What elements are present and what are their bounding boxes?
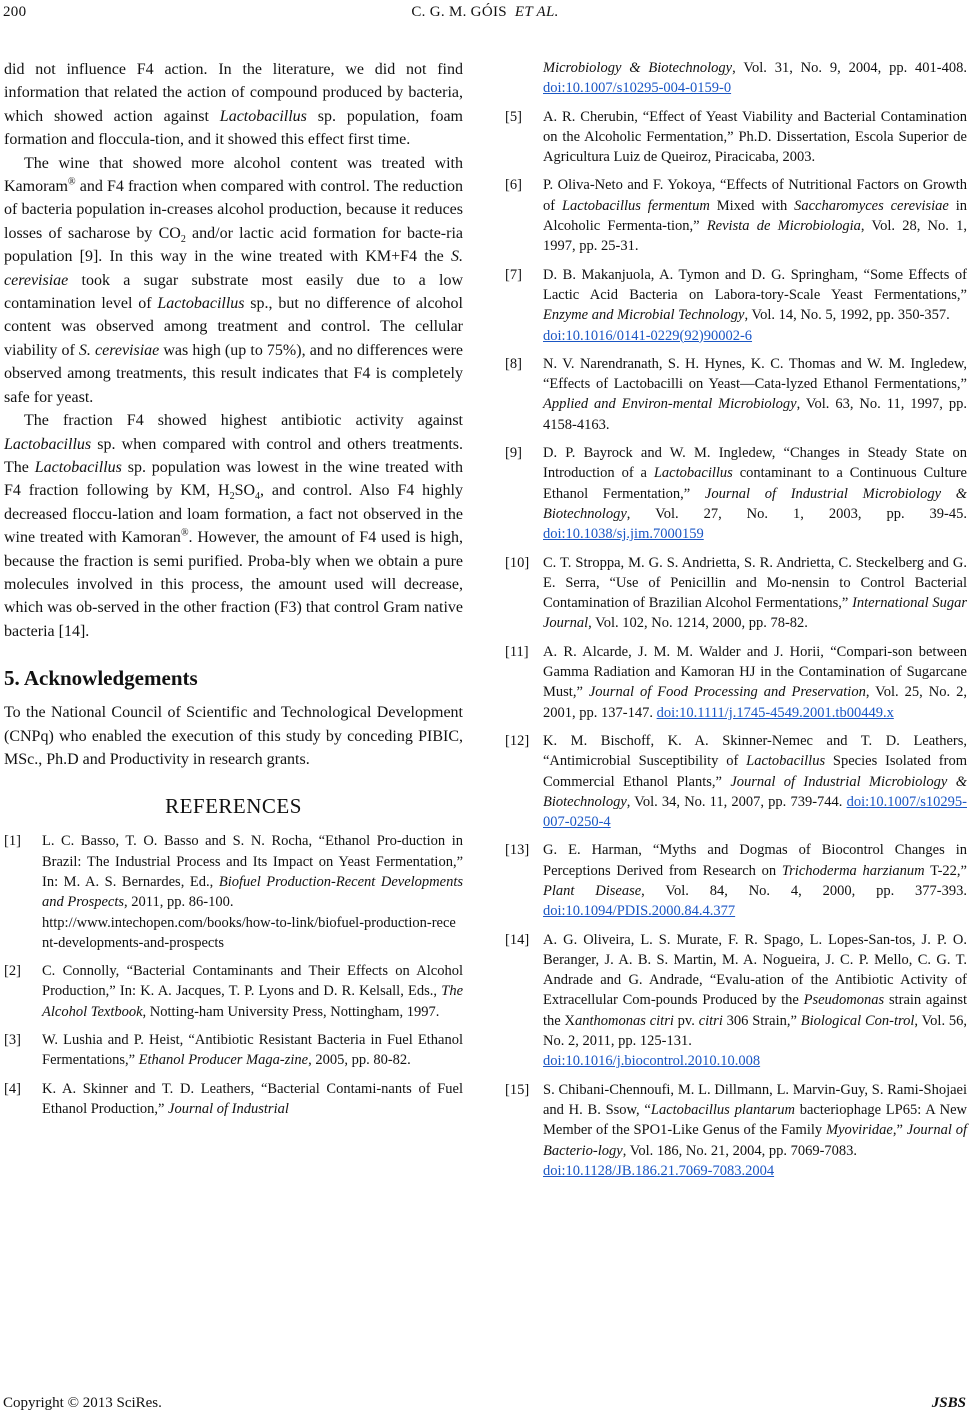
reference-7-doi-link[interactable]: doi:10.1016/0141-0229(92)90002-6 xyxy=(543,327,753,344)
running-head-authors: C. G. M. GÓIS xyxy=(411,4,507,20)
reference-5: [5] A. R. Cherubin, “Effect of Yeast Viability and Bacterial Contamination on the Alcoholic Fermentation,” Ph.D. Dissertation, Escola Superior de Agricultura Luiz de Queiroz, Piracicaba, 2003. xyxy=(505,108,967,166)
reference-9-doi-link[interactable]: doi:10.1038/sj.jim.7000159 xyxy=(543,526,704,543)
running-head xyxy=(0,4,970,21)
reference-4-doi-link[interactable]: doi:10.1007/s10295-004-0159-0 xyxy=(543,80,732,97)
reference-11-doi-link[interactable]: doi:10.1111/j.1745-4549.2001.tb00449.x xyxy=(656,704,894,721)
reference-14: [14] A. G. Oliveira, L. S. Murate, F. R. Spago, L. Lopes-San-tos, J. P. O. Beranger, J. A. B. S. Martin, M. A. Nogueira, J. C. P. Mello, C. G. T. Andrade and G. Andrade, “Evalu-ation of the Antibiotic Activity of Extracellular Com-pounds Produced by the Pseudomonas strain against the Xanthomonas citri pv. citri 306 Strain,” Biological Con-trol, Vol. 56, No. 2, 2011, pp. 125-131. doi:10.1016/j.biocontrol.2010.10.008 xyxy=(505,931,968,1070)
reference-12: [12] K. M. Bischoff, K. A. Skinner-Nemec and T. D. Leathers, “Antimicrobial Susceptibility of Lactobacillus Species Isolated from Commercial Ethanol Plants,” Journal of Industrial Microbiology & Biotechnology, Vol. 34, No. 11, 2007, pp. 739-744. doi:10.1007/s10295-007-0250-4 xyxy=(505,732,967,831)
reference-8: [8] N. V. Narendranath, S. H. Hynes, K. C. Thomas and W. M. Ingledew, “Effects of Lactobacilli on Yeast—Cata-lyzed Ethanol Fermentations,” Applied and Environ-mental Microbiology, Vol. 63, No. 11, 1997, pp. 4158-4163. xyxy=(505,355,967,433)
reference-2: [2] C. Connolly, “Bacterial Contaminants and Their Effects on Alcohol Production,” In: K. A. Jacques, T. P. Lyons and D. R. Kelsall, Eds., The Alcohol Textbook, Notting-ham University Press, Nottingham, 1997. xyxy=(4,963,463,1020)
reference-13: [13] G. E. Harman, “Myths and Dogmas of Biocontrol Changes in Perceptions Derived from Research on Trichoderma harzianum T-22,” Plant Disease, Vol. 84, No. 4, 2000, pp. 377-393. doi:10.1094/PDIS.2000.84.4.377 xyxy=(505,842,967,920)
reference-1-url: http://www.intechopen.com/books/how-to-link/biofuel-production-recent-developments-and-prospects xyxy=(42,914,456,951)
journal-abbrev: JSBS xyxy=(931,1395,966,1411)
page-footer xyxy=(0,1393,970,1415)
reference-12-doi-link[interactable]: doi:10.1007/s10295-007-0250-4 xyxy=(543,793,967,831)
left-column xyxy=(4,58,463,1127)
page-number: 200 xyxy=(3,4,27,20)
acknowledgements-heading: 5. Acknowledgements xyxy=(4,666,198,691)
reference-4: [4] K. A. Skinner and T. D. Leathers, “Bacterial Contami-nants of Fuel Ethanol Production,” Journal of Industrial xyxy=(4,1080,463,1117)
reference-4-continued: Microbiology & Biotechnology, Vol. 31, No. 9, 2004, pp. 401-408. doi:10.1007/s10295-004-0159-0 xyxy=(543,60,967,97)
body-paragraph-3: The fraction F4 showed highest antibiotic activity against Lactobacillus sp. when compared with control and others treatments. The Lactobacillus sp. population was lowest in the wine treated with F4 fraction following by KM, $H_2SO_4$, and control. Also F4 highly decreased floccu-lation and loam formation, a fact not observed in the wine treated with Kamoran®. However, the amount of F4 used is high, because the fraction is semi purified. Proba-bly when we obtain a pure molecules involved in this process, the amount used will decrease, which was ob-served in the other fraction (F3) that control Gram native bacteria [14]. xyxy=(4,412,464,640)
reference-15-doi-link[interactable]: doi:10.1128/JB.186.21.7069-7083.2004 xyxy=(543,1162,775,1179)
body-paragraph-2: The wine that showed more alcohol content was treated with Kamoram® and F4 fraction when compared with control. The reduction of bacteria population in-creases alcohol production, because it reduces losses of sacharose by $CO_2$ and/or lactic acid formation for bacte-ria population [9]. In this way in the wine treated with KM+F4 the S. cerevisiae took a sugar substrate most easily due to a low contamination level of Lactobacillus sp., but no difference of alcohol content was observed among treatment and control. The cellular viability of S. cerevisiae was high (up to 75%), and no differences were observed among treatments, this result indicates that F4 is completely safe for yeast. xyxy=(4,154,464,406)
body-paragraph-1: did not influence F4 action. In the literature, we did not find information that related the action of compound produced by bacteria, which showed action against Lactobacillus sp. population, foam formation and floccula-tion, and it showed this effect first time. xyxy=(4,61,463,149)
reference-7: [7] D. B. Makanjuola, A. Tymon and D. G. Springham, “Some Effects of Lactic Acid Bacteria on Labora-tory-Scale Yeast Fermentations,” Enzyme and Microbial Technology, Vol. 14, No. 5, 1992, pp. 350-357. doi:10.1016/0141-0229(92)90002-6 xyxy=(505,266,967,344)
reference-6: [6] P. Oliva-Neto and F. Yokoya, “Effects of Nutritional Factors on Growth of Lactobacillus fermentum Mixed with Saccharomyces cerevisiae in Alcoholic Fermenta-tion,” Revista de Microbiologia, Vol. 28, No. 1, 1997, pp. 25-31. xyxy=(505,177,967,255)
reference-1: [1] L. C. Basso, T. O. Basso and S. N. Rocha, “Ethanol Pro-duction in Brazil: The Industrial Process and Its Impact on Yeast Fermentation,” In: M. A. S. Bernardes, Ed., Biofuel Production-Recent Developments and Prospects, 2011, pp. 86-100. http://www.intechopen.com/books/how-to-link/biofuel-production-recent-developments-and-prospects xyxy=(4,831,463,953)
reference-13-doi-link[interactable]: doi:10.1094/PDIS.2000.84.4.377 xyxy=(543,903,736,920)
running-head-et-al: ET AL. xyxy=(514,4,559,20)
copyright-notice: Copyright © 2013 SciRes. xyxy=(3,1395,162,1411)
right-column xyxy=(505,58,967,1189)
reference-15: [15] S. Chibani-Chennoufi, M. L. Dillmann, L. Marvin-Guy, S. Rami-Shojaei and H. B. Ssow, “Lactobacillus plantarum bacteriophage LP65: A New Member of the SPO1-Like Genus of the Family Myoviridae,” Journal of Bacterio-logy, Vol. 186, No. 21, 2004, pp. 7069-7083. doi:10.1128/JB.186.21.7069-7083.2004 xyxy=(505,1081,968,1179)
reference-10: [10] C. T. Stroppa, M. G. S. Andrietta, S. R. Andrietta, C. Steckelberg and G. E. Serra, “Use of Penicillin and Mo-nensin to Control Bacterial Contamination of Brazilian Alcohol Fermentations,” International Sugar Journal, Vol. 102, No. 1214, 2000, pp. 78-82. xyxy=(505,554,967,632)
acknowledgements-text: To the National Council of Scientific and Technological Development (CNPq) who enabled the execution of this study by conceding PIBIC, MSc., Ph.D and Productivity in research grants. xyxy=(4,704,463,768)
reference-3: [3] W. Lushia and P. Heist, “Antibiotic Resistant Bacteria in Fuel Ethanol Fermentations,” Ethanol Producer Maga-zine, 2005, pp. 80-82. xyxy=(4,1032,463,1069)
references-heading: REFERENCES xyxy=(165,794,302,819)
page-header xyxy=(0,2,970,28)
reference-11: [11] A. R. Alcarde, J. M. M. Walder and J. Horii, “Compari-son between Gamma Radiation and Kamoran HJ in the Contamination of Sugarcane Must,” Journal of Food Processing and Preservation, Vol. 25, No. 2, 2001, pp. 137-147. doi:10.1111/j.1745-4549.2001.tb00449.x xyxy=(505,643,967,721)
reference-9: [9] D. P. Bayrock and W. M. Ingledew, “Changes in Steady State on Introduction of a Lactobacillus contaminant to a Continuous Culture Ethanol Fermentation,” Journal of Industrial Microbiology & Biotechnology, Vol. 27, No. 1, 2003, pp. 39-45. doi:10.1038/sj.jim.7000159 xyxy=(505,445,967,543)
reference-14-doi-link[interactable]: doi:10.1016/j.biocontrol.2010.10.008 xyxy=(543,1053,761,1070)
